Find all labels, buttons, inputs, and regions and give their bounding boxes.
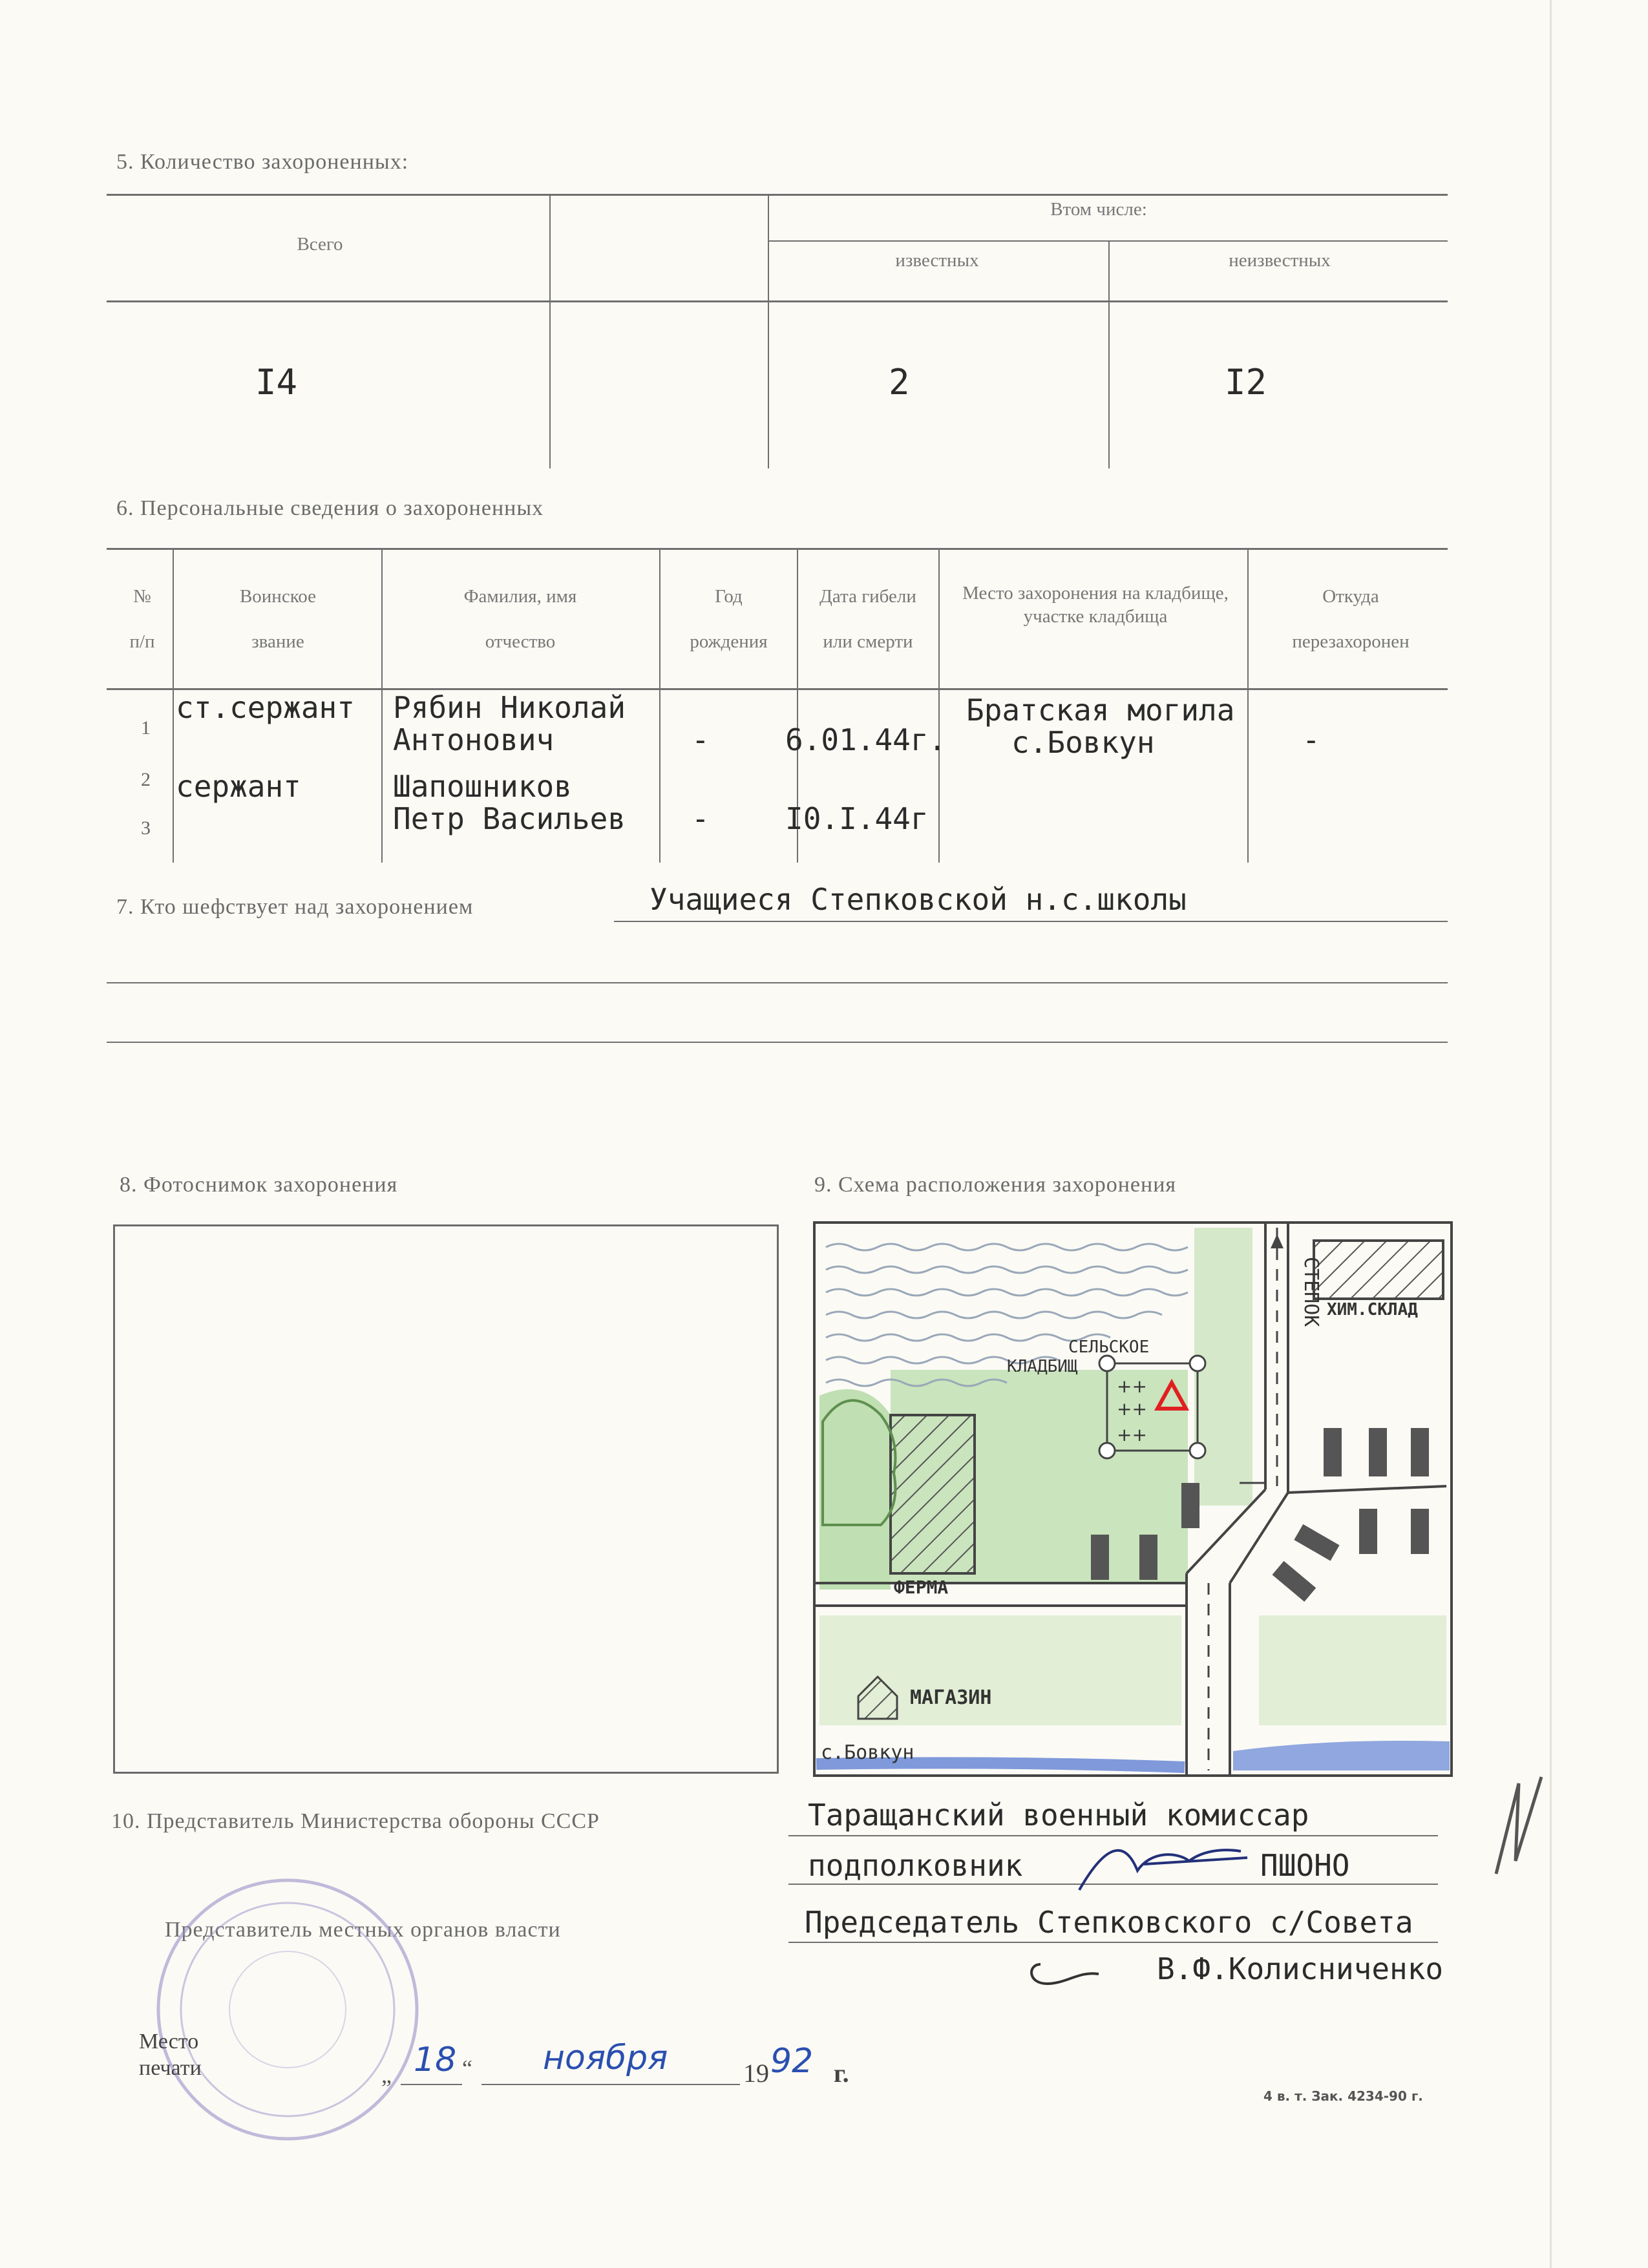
header-known: известных: [895, 250, 979, 271]
date-month: ноября: [543, 2039, 668, 2077]
header-total: Всего: [297, 234, 343, 255]
seal-place-top: Место: [139, 2030, 199, 2053]
header-including: Втом числе:: [1050, 199, 1147, 220]
village-label: с.Бовкун: [821, 1741, 914, 1764]
cemetery-label-2: КЛАДБИЩ: [1007, 1357, 1078, 1376]
printer-imprint: 4 в. т. Зак. 4234-90 г.: [1263, 2088, 1423, 2104]
reburied-from: -: [1302, 722, 1320, 757]
row2-rank: сержант: [176, 769, 301, 804]
row1-name2: Антонович: [393, 722, 555, 757]
unknown-count: I2: [1225, 362, 1267, 403]
row2-name1: Шапошников: [393, 769, 572, 804]
local-rep-line1: Председатель Степковского с/Совета: [805, 1905, 1413, 1940]
row2-death: I0.I.44г: [785, 801, 929, 836]
row1-name1: Рябин Николай: [393, 690, 626, 725]
col-place: Место захоронения на кладбище, участке кладбища: [962, 583, 1229, 627]
col-rank-top: Воинское: [239, 586, 317, 607]
seal-place-label: [139, 2029, 202, 2082]
svg-text:++: ++: [1117, 1376, 1147, 1397]
row-number-1: 1: [141, 717, 151, 739]
photo-frame: [113, 1224, 779, 1774]
mod-rep-rank: подполковник: [808, 1848, 1023, 1883]
col-num-top: №: [133, 586, 151, 607]
row1-death: 6.01.44г.: [785, 722, 947, 757]
date-year-g: г.: [834, 2059, 849, 2088]
patron-value: Учащиеся Степковской н.с.школы: [650, 882, 1187, 917]
shop-label: МАГАЗИН: [910, 1686, 992, 1709]
total-count: I4: [255, 362, 298, 403]
date-year-suffix: 92: [770, 2042, 814, 2081]
known-count: 2: [889, 362, 910, 403]
local-signature: [1028, 1945, 1105, 1997]
section9-title: 9. Схема расположения захоронения: [814, 1173, 1177, 1197]
burial-place-line1: Братская могила: [966, 693, 1235, 728]
mod-rep-name: ПШОНО: [1260, 1848, 1350, 1883]
mod-signature: [1066, 1832, 1260, 1903]
margin-mark: [1480, 1764, 1551, 1880]
col-birth-bottom: рождения: [690, 631, 768, 652]
col-death-bottom: или смерти: [823, 631, 913, 652]
local-rep-name: В.Ф.Колисниченко: [1157, 1951, 1444, 1986]
section7-title: 7. Кто шефствует над захоронением: [116, 895, 474, 919]
official-seal: [136, 1861, 439, 2158]
col-name-bottom: отчество: [485, 631, 556, 652]
svg-text:++: ++: [1117, 1424, 1147, 1445]
section10-title: 10. Представитель Министерства обороны СССР: [111, 1809, 600, 1833]
col-name-top: Фамилия, имя: [463, 586, 577, 607]
burial-place-line2: с.Бовкун: [1011, 725, 1155, 760]
row-number-2: 2: [141, 769, 151, 790]
header-unknown: неизвестных: [1229, 250, 1331, 271]
col-death-top: Дата гибели: [819, 586, 916, 607]
row1-birth: -: [692, 722, 710, 757]
section8-title: 8. Фотоснимок захоронения: [120, 1173, 398, 1197]
farm-building: [891, 1415, 975, 1573]
section6-title: 6. Персональные сведения о захороненных: [116, 496, 544, 520]
col-rank-bottom: звание: [251, 631, 304, 652]
chem-warehouse: [1314, 1241, 1443, 1299]
cemetery-label-1: СЕЛЬСКОЕ: [1068, 1338, 1150, 1357]
col-birth-top: Год: [715, 586, 743, 607]
row-number-3: 3: [141, 817, 151, 839]
farm-label: ФЕРМА: [894, 1577, 949, 1598]
row2-name2: Петр Васильев: [393, 801, 626, 836]
page-edge: [1550, 0, 1552, 2268]
col-from-bottom: перезахоронен: [1292, 631, 1410, 652]
chem-warehouse-label: ХИМ.СКЛАД: [1327, 1300, 1418, 1319]
svg-text:++: ++: [1117, 1398, 1147, 1420]
road-label: СТЕПОК: [1300, 1257, 1322, 1327]
location-map: [813, 1221, 1453, 1777]
mod-rep-line1: Таращанский военный комиссар: [808, 1798, 1309, 1832]
seal-place-bottom: печати: [139, 2055, 202, 2080]
col-num-bottom: п/п: [129, 631, 155, 652]
date-day: 18: [414, 2041, 457, 2079]
col-from-top: Откуда: [1322, 586, 1379, 607]
section5-title: 5. Количество захороненных:: [116, 150, 409, 174]
date-year-prefix: 19: [743, 2059, 769, 2088]
row1-rank: ст.сержант: [176, 690, 355, 725]
local-authority-title: Представитель местных органов власти: [165, 1918, 561, 1942]
row2-birth: -: [692, 801, 710, 836]
